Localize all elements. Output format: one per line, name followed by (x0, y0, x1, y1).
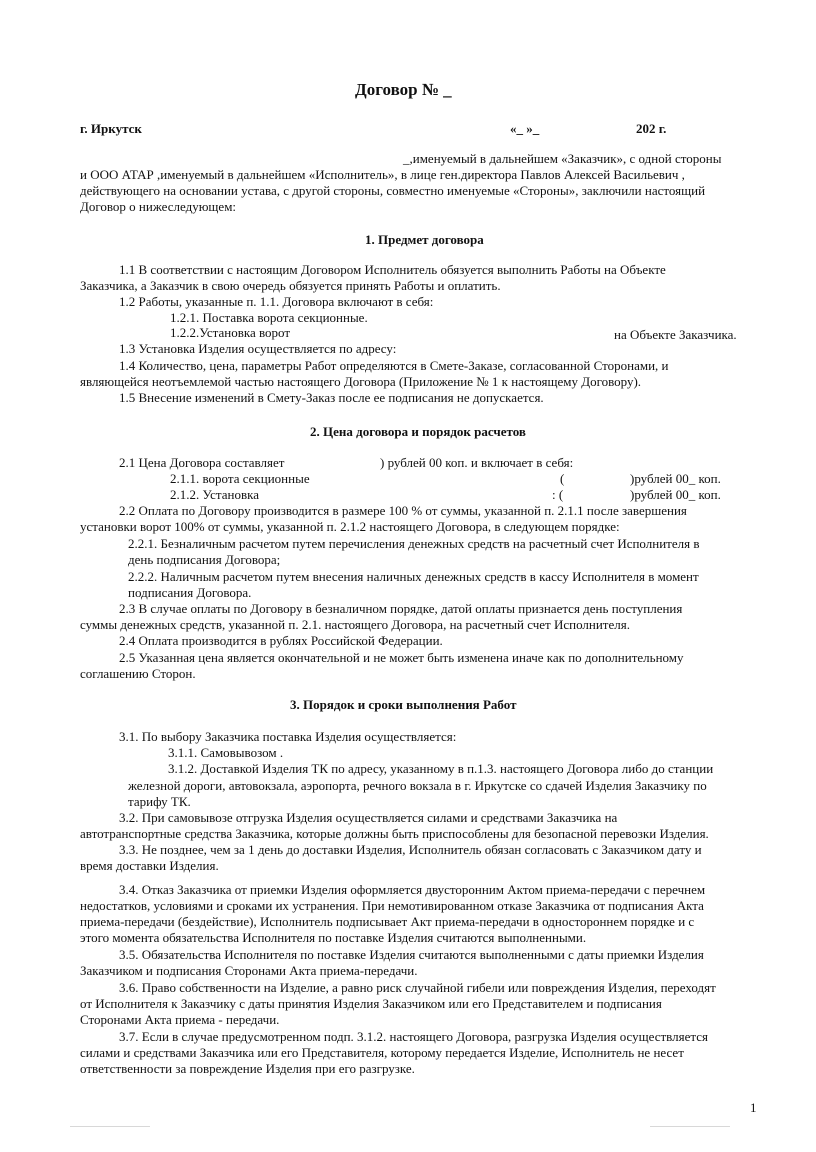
paragraph-line: подписания Договора. (128, 585, 252, 600)
paragraph-line: этого момента обязательства Исполнителя по поставке Изделия считаются выполненными. (80, 930, 587, 945)
paragraph-line: соглашению Сторон. (80, 666, 196, 681)
footer-divider (650, 1126, 730, 1127)
intro-line: _,именуемый в дальнейшем «Заказчик», с одной стороны (403, 151, 722, 166)
contract-date: «_ »_ (510, 121, 540, 136)
intro-line: действующего на основании устава, с другой стороны, совместно именуемые «Стороны», заключили настоящий (80, 183, 706, 198)
document-title: Договор № _ (355, 80, 452, 99)
paragraph-line: тарифу ТК. (128, 794, 191, 809)
footer-divider (70, 1126, 150, 1127)
paragraph-line: автотранспортные средства Заказчика, которые должны быть приспособлены для безопасной перевозки Изделия. (80, 826, 709, 841)
paragraph-line: день подписания Договора; (128, 552, 281, 567)
paragraph-line: 1.2 Работы, указанные п. 1.1. Договора включают в себя: (119, 294, 434, 309)
paragraph-line: являющейся неотъемлемой частью настоящего Договора (Приложение № 1 к настоящему Договору). (80, 374, 642, 389)
paragraph-line: 2.2.1. Безналичным расчетом путем перечисления денежных средств на расчетный счет Исполнителя в (128, 536, 700, 551)
paragraph-line: 3.3. Не позднее, чем за 1 день до доставки Изделия, Исполнитель обязан согласовать с Заказчиком дату и (119, 842, 702, 857)
paragraph-line: 3.2. При самовывозе отгрузка Изделия осуществляется силами и средствами Заказчика на (119, 810, 618, 825)
paragraph-line: 1.5 Внесение изменений в Смету-Заказ после ее подписания не допускается. (119, 390, 544, 405)
paragraph-line: 2.5 Указанная цена является окончательной и не может быть изменена иначе как по дополнительному (119, 650, 684, 665)
paragraph-line: время доставки Изделия. (80, 858, 219, 873)
paragraph-line: Заказчиком и подписания Сторонами Акта приема-передачи. (80, 963, 418, 978)
paragraph-line: )рублей 00_ коп. (630, 487, 721, 502)
paragraph-line: )рублей 00_ коп. (630, 471, 721, 486)
paragraph-line: приема-передачи (бездействие), Исполнитель подписывает Акт приема-передачи в одностороннем порядке и с (80, 914, 695, 929)
paragraph-line: 3.1. По выбору Заказчика поставка Изделия осуществляется: (119, 729, 457, 744)
paragraph-line: 3.4. Отказ Заказчика от приемки Изделия оформляется двусторонним Актом приема-передачи с перечнем (119, 882, 706, 897)
paragraph-line: 3.1.1. Самовывозом . (168, 745, 284, 760)
paragraph-line: 1.4 Количество, цена, параметры Работ определяются в Смете-Заказе, согласованной Сторонами, и (119, 358, 669, 373)
paragraph-line: ( (560, 471, 565, 486)
paragraph-line: 3.6. Право собственности на Изделие, а равно риск случайной гибели или повреждения Изделия, переходят (119, 980, 716, 995)
paragraph-line: Заказчика, а Заказчик в свою очередь обязуется принять Работы и оплатить. (80, 278, 501, 293)
city: г. Иркутск (80, 121, 142, 136)
paragraph-line: 2.1 Цена Договора составляет (119, 455, 285, 470)
paragraph-line: 3.5. Обязательства Исполнителя по поставке Изделия считаются выполненными с даты приемки Изделия (119, 947, 704, 962)
paragraph-line: силами и средствами Заказчика или его Представителя, которому передается Изделие, Исполнитель не несет (80, 1045, 684, 1060)
paragraph-line: 1.2.2.Установка ворот (170, 325, 291, 340)
section-heading: 1. Предмет договора (365, 232, 484, 247)
paragraph-line: суммы денежных средств, указанной п. 2.1. настоящего Договора, на расчетный счет Исполнителя. (80, 617, 630, 632)
section-heading: 2. Цена договора и порядок расчетов (310, 424, 526, 439)
paragraph-line: 3.1.2. Доставкой Изделия ТК по адресу, указанному в п.1.3. настоящего Договора либо до станции (168, 761, 714, 776)
paragraph-line: Сторонами Акта приема - передачи. (80, 1012, 280, 1027)
paragraph-line: от Исполнителя к Заказчику с даты принятия Изделия Заказчиком или его Представителем и подписания (80, 996, 662, 1011)
paragraph-line: 2.2.2. Наличным расчетом путем внесения наличных денежных средств в кассу Исполнителя в момент (128, 569, 699, 584)
paragraph-line: : ( (552, 487, 564, 502)
page-number: 1 (750, 1100, 757, 1115)
section-heading: 3. Порядок и сроки выполнения Работ (290, 697, 517, 712)
paragraph-line: 2.4 Оплата производится в рублях Российской Федерации. (119, 633, 443, 648)
paragraph-line: 2.3 В случае оплаты по Договору в безналичном порядке, датой оплаты признается день поступления (119, 601, 683, 616)
paragraph-line: установки ворот 100% от суммы, указанной п. 2.1.2 настоящего Договора, в следующем порядке: (80, 519, 620, 534)
intro-line: и ООО АТАР ,именуемый в дальнейшем «Исполнитель», в лице ген.директора Павлов Алексей Васильевич , (80, 167, 685, 182)
paragraph-line: 2.1.2. Установка (170, 487, 260, 502)
intro-line: Договор о нижеследующем: (80, 199, 237, 214)
paragraph-line: ответственности за повреждение Изделия при его разгрузке. (80, 1061, 415, 1076)
paragraph-line: 2.2 Оплата по Договору производится в размере 100 % от суммы, указанной п. 2.1.1 после завершения (119, 503, 687, 518)
paragraph-line: на Объекте Заказчика. (614, 327, 737, 342)
paragraph-line: 1.2.1. Поставка ворота секционные. (170, 310, 368, 325)
paragraph-line: железной дороги, автовокзала, аэропорта, речного вокзала в г. Иркутске со сдачей Изделия Заказчику по (128, 778, 707, 793)
paragraph-line: 1.3 Установка Изделия осуществляется по адресу: (119, 341, 397, 356)
paragraph-line: недостатков, условиями и сроками их устранения. При немотивированном отказе Заказчика от подписания Акта (80, 898, 704, 913)
paragraph-line: ) рублей 00 коп. и включает в себя: (380, 455, 574, 470)
paragraph-line: 2.1.1. ворота секционные (170, 471, 310, 486)
paragraph-line: 1.1 В соответствии с настоящим Договором Исполнитель обязуется выполнить Работы на Объекте (119, 262, 666, 277)
paragraph-line: 3.7. Если в случае предусмотренном подп. 3.1.2. настоящего Договора, разгрузка Изделия осуществляется (119, 1029, 708, 1044)
contract-year: 202 г. (636, 121, 667, 136)
